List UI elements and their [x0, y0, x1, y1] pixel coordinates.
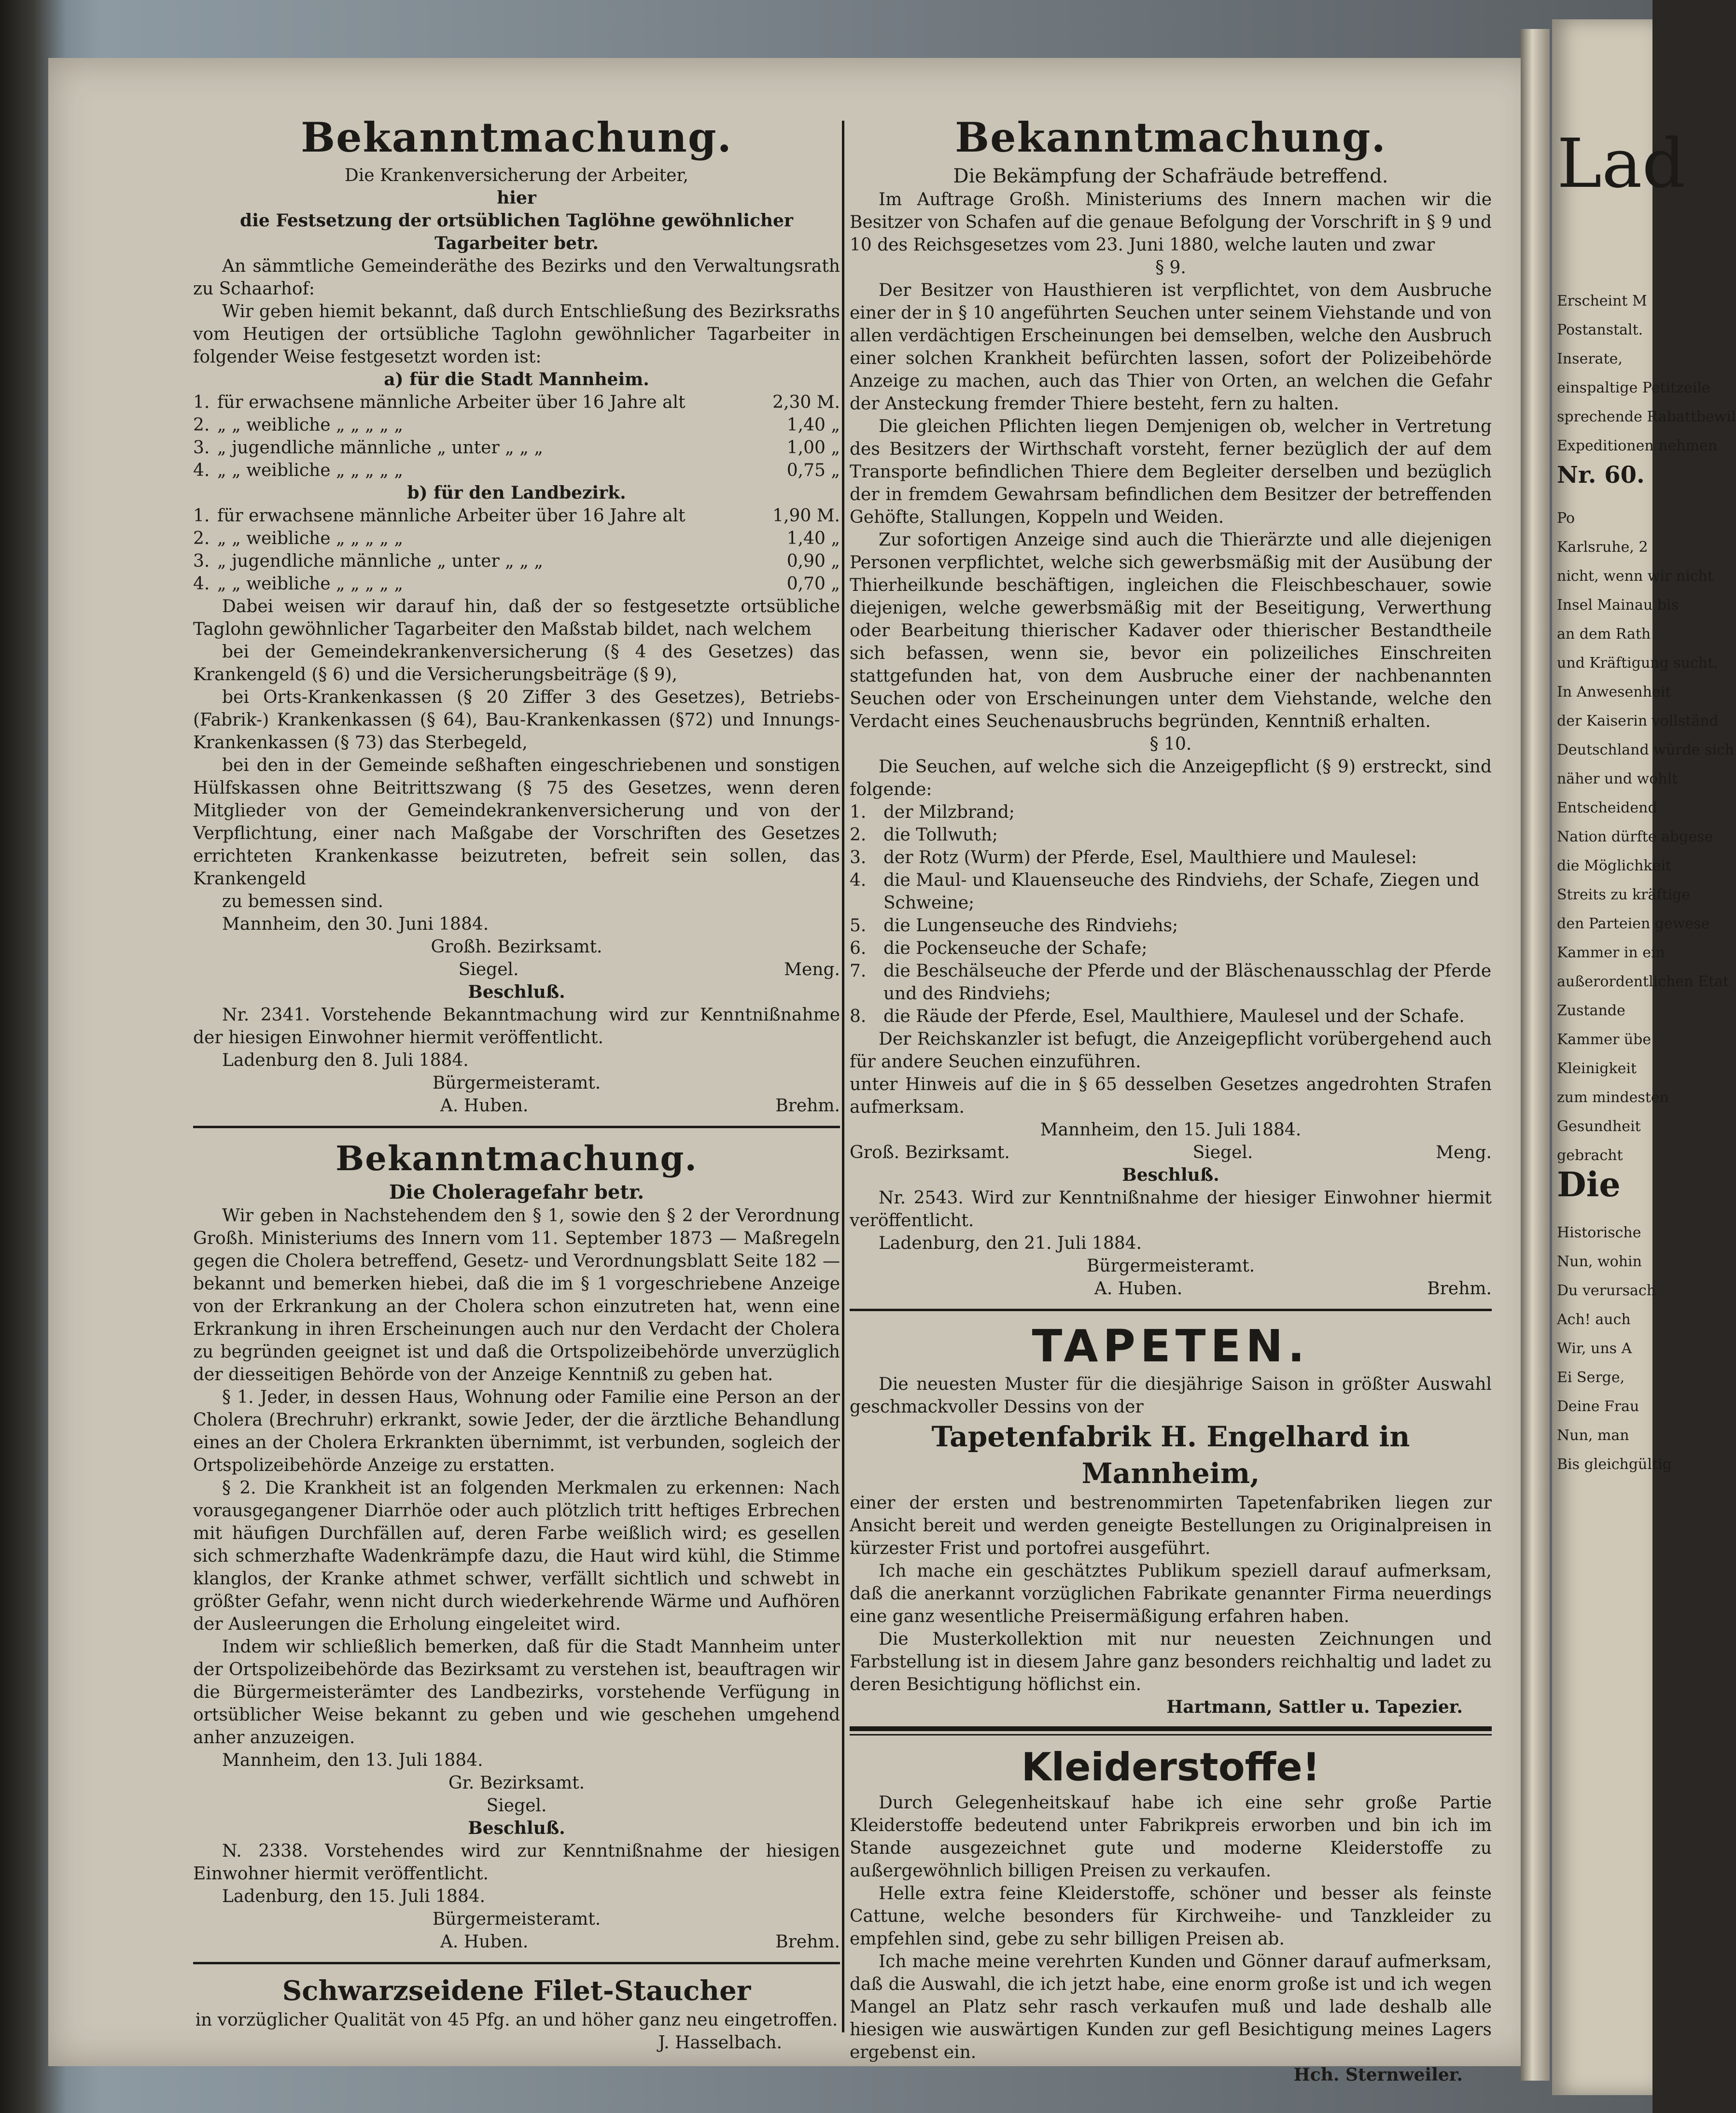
adjacent-page-line: Deutschland würde sich [1557, 742, 1735, 758]
section-number: § 9. [1155, 258, 1186, 278]
paragraph: § 2. Die Krankheit ist an folgenden Merkmalen zu erkennen: Nach vorausgegangener Diarrhöe oder auch plötzlich tritt heftiges Erbrechen mit häufigen Durchfällen auf, deren Farbe weißlich wird; es gesellen sich schmerzhafte Wadenkrämpfe dazu, die Haut wird kühl, die Stimme klanglos, der Kranke athmet schwer, verfällt sichtlich und schwebt in größter Gefahr, wenn nicht durch wiederkehrende Wärme und Aufhören der Ausleerungen die Erholung eingeleitet wird. [193, 1478, 840, 1634]
adjacent-page-line: gebracht [1557, 1147, 1623, 1164]
adjacent-page-line: Gesundheit [1557, 1118, 1641, 1135]
paragraph: bei der Gemeindekrankenversicherung (§ 4 des Gesetzes) das Krankengeld (§ 6) und die Versicherungsbeiträge (§ 9), [193, 642, 840, 685]
notice-title: Bekanntmachung. [301, 113, 732, 161]
authority: Bürgermeisteramt. [1086, 1256, 1255, 1276]
notice-date: Mannheim, den 30. Juni 1884. [222, 914, 489, 934]
notice-date: Ladenburg den 8. Juli 1884. [222, 1050, 469, 1070]
paragraph: einer der ersten und bestrenommirten Tapetenfabriken liegen zur Ansicht bereit und werden geneigte Bestellungen zu Originalpreisen in kürzester Frist und portofrei ausgeführt. [850, 1493, 1492, 1558]
page-stack-edge [1521, 29, 1550, 2081]
paragraph: Die Musterkollektion mit nur neuesten Zeichnungen und Farbstellung ist in diesem Jahre ganz besonders reichhaltig und ladet zu deren Besichtigung höflichst ein. [850, 1629, 1492, 1694]
notice-date: Ladenburg, den 21. Juli 1884. [879, 1233, 1142, 1253]
list-item: 4. die Maul- und Klauenseuche des Rindviehs, der Schafe, Ziegen und Schweine; [850, 870, 1480, 913]
ad-signature: J. Hasselbach. [658, 2033, 782, 2053]
paragraph: An sämmtliche Gemeinderäthe des Bezirks und den Verwaltungsrath zu Schaarhof: [193, 256, 840, 299]
notice-subtitle: Die Krankenversicherung der Arbeiter, [344, 166, 689, 185]
adjacent-page-line: und Kräftigung sucht. [1557, 655, 1718, 672]
wage-row: 2. „ „ weibliche „ „ „ „ „ 1,40 „ [193, 529, 840, 548]
adjacent-page-line: Ei Serge, [1557, 1369, 1625, 1386]
adjacent-page-line: Entscheidend [1557, 799, 1657, 816]
paragraph: Nr. 2543. Wird zur Kenntnißnahme der hiesiger Einwohner hiermit veröffentlicht. [850, 1188, 1492, 1231]
paragraph: Ich mache ein geschätztes Publikum speziell darauf aufmerksam, daß die anerkannt vorzüglichen Fabrikate genannter Firma neuerdings eine ganz wesentliche Preisermäßigung erfahren haben. [850, 1561, 1492, 1626]
adjacent-page-line: zum mindesten [1557, 1089, 1669, 1106]
adjacent-page-line: Deine Frau [1557, 1398, 1639, 1415]
disease-list [850, 801, 1492, 1028]
paragraph: in vorzüglicher Qualität von 45 Pfg. an und höher ganz neu eingetroffen. [195, 2010, 838, 2030]
adjacent-page-line: Kleinigkeit [1557, 1060, 1637, 1077]
paragraph: Indem wir schließlich bemerken, daß für die Stadt Mannheim unter der Ortspolizeibehörde das Bezirksamt zu verstehen ist, beauftragen wir die Bürgermeisterämter des Landbezirks, vorstehende Verfügung in ortsüblicher Weise bekannt zu geben und wie geschehen umgehend anher anzuzeigen. [193, 1637, 840, 1748]
authority: Bürgermeisteramt. [432, 1073, 601, 1093]
notice-date: Mannheim, den 15. Juli 1884. [1040, 1120, 1302, 1140]
notice-taglohn [193, 111, 840, 1117]
list-item: 1. der Milzbrand; [850, 802, 1015, 822]
adjacent-page-line: Inserate, [1557, 350, 1623, 367]
adjacent-page-line: Kammer in ein [1557, 944, 1665, 961]
wage-row: 3. „ jugendliche männliche „ unter „ „ „ 0,90 „ [193, 551, 840, 571]
adjacent-page-line: den Parteien gewese [1557, 915, 1710, 932]
notice-title: Bekanntmachung. [336, 1138, 698, 1178]
adjacent-page-line: der Kaiserin vollständ [1557, 713, 1719, 729]
paragraph: Wir geben hiemit bekannt, daß durch Entschließung des Bezirksraths vom Heutigen der ortsübliche Taglohn gewöhnlicher Tagarbeiter in folgender Weise festgesetzt worden ist: [193, 302, 840, 367]
signature-line: A. Huben. Brehm. [440, 1096, 840, 1116]
signature-line: A. Huben. Brehm. [1094, 1279, 1492, 1299]
firm-name: Tapetenfabrik H. Engelhard in Mannheim, [931, 1420, 1410, 1490]
paragraph: § 1. Jeder, in dessen Haus, Wohnung oder Familie eine Person an der Cholera (Brechruhr) erkrankt, sowie Jeder, der die ärztliche Behandlung eines an der Cholera Erkrankten übernimmt, ist verbunden, sogleich der Ortspolizeibehörde Anzeige zu erstatten. [193, 1387, 840, 1475]
section-heading: b) für den Landbezirk. [407, 483, 626, 503]
resolution-heading: Beschluß. [468, 982, 565, 1002]
signature-line: Groß. Bezirksamt. Siegel. Meng. [850, 1143, 1492, 1162]
resolution-heading: Beschluß. [1122, 1165, 1219, 1185]
notice-subtitle: die Festsetzung der ortsüblichen Taglöhne gewöhnlicher Tagarbeiter betr. [240, 210, 793, 253]
adjacent-page-line: außerordentlichen Etat [1557, 973, 1729, 990]
notice-date: Mannheim, den 13. Juli 1884. [222, 1750, 483, 1770]
wage-table-a [193, 391, 840, 482]
paragraph: Ich mache meine verehrten Kunden und Gönner darauf aufmerksam, daß die Auswahl, die ich jetzt habe, eine enorm große ist und ich wegen Mangel an Platz sehr rasch verkaufen muß und lade deshalb alle hiesigen wie auswärtigen Kunden zur gefl Besichtigung meines Lagers ergebenst ein. [850, 1952, 1492, 2062]
adjacent-page-line: Kammer übe [1557, 1031, 1652, 1048]
paragraph: Im Auftrage Großh. Ministeriums des Innern machen wir die Besitzer von Schafen auf die genaue Befolgung der Vorschrift in § 9 und 10 des Reichsgesetzes vom 23. Juni 1880, welche lauten und zwar [850, 190, 1492, 255]
paragraph: unter Hinweis auf die in § 65 desselben Gesetzes angedrohten Strafen aufmerksam. [850, 1075, 1492, 1117]
notice-subtitle: Die Bekämpfung der Schafräude betreffend. [953, 165, 1388, 187]
wage-row: 3. „ jugendliche männliche „ unter „ „ „ 1,00 „ [193, 438, 840, 458]
divider [850, 1726, 1492, 1735]
adjacent-page-line: näher und wohlt [1557, 770, 1678, 787]
signature-line: A. Huben. Brehm. [440, 1932, 840, 1952]
paragraph: Helle extra feine Kleiderstoffe, schöner und besser als feinste Cattune, welche besonders für Kirchweihe- und Tanzkleider zu empfehlen sind, gebe zu sehr billigen Preisen ab. [850, 1884, 1492, 1949]
adjacent-page-line: Du verursach [1557, 1282, 1656, 1299]
authority: Großh. Bezirksamt. [431, 937, 602, 957]
notice-cholera [193, 1137, 840, 1953]
adjacent-page-line: Zustande [1557, 1002, 1625, 1019]
column-rule [842, 121, 844, 2032]
adjacent-page-line: Bis gleichgültig [1557, 1456, 1672, 1473]
adjacent-page-line: Wir, uns A [1557, 1340, 1632, 1357]
ad-signature: Hch. Sternweiler. [1293, 2065, 1463, 2085]
ad-tapeten [850, 1320, 1492, 1719]
adjacent-page-line: nicht, wenn wir nicht [1557, 568, 1714, 585]
adjacent-page-line: Streits zu kräftige [1557, 886, 1691, 903]
adjacent-page-line: Historische [1557, 1224, 1641, 1241]
wage-row: 1. für erwachsene männliche Arbeiter über 16 Jahre alt 1,90 M. [193, 506, 840, 526]
paragraph: bei den in der Gemeinde seßhaften eingeschriebenen und sonstigen Hülfskassen ohne Beitrittszwang (§ 75 des Gesetzes, wenn deren Mitglieder von der Gemeindekrankenversicherung und von der Verpflichtung, einer nach Maßgabe der Vorschriften des Gesetzes errichteten Krankenkasse beizutreten, befreit sein sollen, das Krankengeld [193, 756, 840, 889]
authority: Gr. Bezirksamt. [448, 1773, 585, 1793]
list-item: 3. der Rotz (Wurm) der Pferde, Esel, Maulthiere und Maulesel: [850, 848, 1417, 868]
adjacent-page-line: die Möglichkeit [1557, 857, 1671, 874]
paragraph: Wir geben in Nachstehendem den § 1, sowie den § 2 der Verordnung Großh. Ministeriums des Innern vom 11. September 1873 — Maßregeln gegen die Cholera betreffend, Gesetz- und Verordnungsblatt Seite 182 — bekannt und bemerken hiebei, daß die im § 1 vorgeschriebene Anzeige von der Erkrankung an der Cholera schon einzutreten hat, wenn eine Erkrankung in ihren Erscheinungen auch nur den Verdacht der Cholera zu begründen geeignet ist und daß die Ortspolizeibehörde unverzüglich der diesseitigen Behörde von der Anzeige Kenntniß zu geben hat. [193, 1206, 840, 1385]
notice-schafraeude [850, 111, 1492, 1300]
adjacent-page-line: Erscheint M [1557, 293, 1647, 309]
list-item: 8. die Räude der Pferde, Esel, Maulthiere, Maulesel und der Schafe. [850, 1007, 1465, 1026]
wage-row: 4. „ „ weibliche „ „ „ „ „ 0,70 „ [193, 574, 840, 594]
left-column [193, 111, 840, 2054]
wage-table-b [193, 504, 840, 595]
right-column [850, 111, 1492, 2086]
adjacent-page-line: Nation dürfte abgese [1557, 828, 1713, 845]
ad-kleiderstoffe [850, 1743, 1492, 2086]
adjacent-page-line: Die [1557, 1164, 1621, 1204]
ad-title: Kleiderstoffe! [1021, 1745, 1320, 1790]
section-heading: a) für die Stadt Mannheim. [384, 369, 649, 390]
paragraph: zu bemessen sind. [222, 892, 383, 911]
adjacent-page-line: Lad [1557, 125, 1686, 203]
list-item: 2. die Tollwuth; [850, 825, 998, 845]
paragraph: Der Reichskanzler ist befugt, die Anzeigepflicht vorübergehend auch für andere Seuchen einzuführen. [850, 1029, 1492, 1072]
notice-date: Ladenburg, den 15. Juli 1884. [222, 1887, 486, 1906]
resolution-heading: Beschluß. [468, 1818, 565, 1838]
section-number: § 10. [1149, 734, 1192, 754]
paragraph: Durch Gelegenheitskauf habe ich eine sehr große Partie Kleiderstoffe bedeutend unter Fabrikpreis erworben und bin ich im Stande ausgezeichnet gute und moderne Kleiderstoffe zu außergewöhnlich billigen Preisen zu verkaufen. [850, 1793, 1492, 1881]
paragraph: bei Orts-Krankenkassen (§ 20 Ziffer 3 des Gesetzes), Betriebs-(Fabrik-) Krankenkassen (§ 64), Bau-Krankenkassen (§72) und Innungs-Krankenkassen (§ 73) das Sterbegeld, [193, 687, 840, 753]
ad-signature: Hartmann, Sattler u. Tapezier. [1166, 1697, 1463, 1717]
paragraph: Die Seuchen, auf welche sich die Anzeigepflicht (§ 9) erstreckt, sind folgende: [850, 757, 1492, 799]
seal: Siegel. [486, 1796, 547, 1816]
list-item: 5. die Lungenseuche des Rindviehs; [850, 916, 1178, 936]
list-item: 6. die Pockenseuche der Schafe; [850, 938, 1148, 958]
notice-subtitle: Die Choleragefahr betr. [389, 1181, 644, 1203]
notice-title: Bekanntmachung. [955, 113, 1386, 161]
notice-subtitle: hier [497, 188, 536, 208]
authority: Bürgermeisteramt. [432, 1909, 601, 1929]
paragraph: Zur sofortigen Anzeige sind auch die Thierärzte und alle diejenigen Personen verpflichtet, welche sich gewerbsmäßig mit der Ausübung der Thierheilkunde beschäftigen, ingleichen die Fleischbeschauer, sowie diejenigen, welche gewerbsmäßig mit der Beseitigung, Verwerthung oder Bearbeitung thierischer Kadaver oder thierischer Bestandtheile sich befassen, wenn sie, bevor ein polizeiliches Einschreiten stattgefunden hat, von dem Ausbruche einer der nachbenannten Seuchen oder von Erscheinungen unter dem Viehstande, welche den Verdacht eines Seuchenausbruchs begründen, Kenntniß erhalten. [850, 530, 1492, 731]
paragraph: Dabei weisen wir darauf hin, daß der so festgesetzte ortsübliche Taglohn gewöhnlicher Tagarbeiter den Maßstab bildet, nach welchem [193, 597, 840, 639]
wage-row: 4. „ „ weibliche „ „ „ „ „ 0,75 „ [193, 461, 840, 480]
signature-line: Siegel. Meng. [458, 960, 840, 980]
wage-row: 1. für erwachsene männliche Arbeiter über 16 Jahre alt 2,30 M. [193, 392, 840, 412]
adjacent-page-line: Nr. 60. [1557, 462, 1645, 489]
adjacent-page [1552, 19, 1736, 2095]
ad-filet-staucher [193, 1973, 840, 2054]
list-item: 7. die Beschälseuche der Pferde und der Bläschenausschlag der Pferde und des Rindviehs; [850, 961, 1492, 1004]
paragraph: Die gleichen Pflichten liegen Demjenigen ob, welcher in Vertretung des Besitzers der Wirthschaft vorsteht, ferner bezüglich der auf dem Transporte befindlichen Thiere dem Begleiter derselben und bezüglich der in fremdem Gewahrsam befindlichen dem Besitzer der betreffenden Gehöfte, Stallungen, Koppeln und Weiden. [850, 417, 1492, 527]
paragraph: Nr. 2341. Vorstehende Bekanntmachung wird zur Kenntnißnahme der hiesigen Einwohner hiermit veröffentlicht. [193, 1005, 840, 1048]
adjacent-page-line: einspaltige Petitzeile [1557, 379, 1710, 396]
adjacent-page-line: Insel Mainau bis [1557, 597, 1679, 614]
wage-row: 2. „ „ weibliche „ „ „ „ „ 1,40 „ [193, 415, 840, 435]
adjacent-page-line: Nun, man [1557, 1427, 1629, 1444]
adjacent-page-line: In Anwesenheit [1557, 684, 1671, 700]
paragraph: Der Besitzer von Hausthieren ist verpflichtet, von dem Ausbruche einer der in § 10 angeführten Seuchen unter seinem Viehstande und von allen verdächtigen Erscheinungen bei demselben, welche den Ausbruch einer solchen Krankheit befürchten lassen, sofort der Polizeibehörde Anzeige zu machen, auch das Thier von Orten, an welchen die Gefahr der Ansteckung fremder Thiere besteht, fern zu halten. [850, 280, 1492, 414]
ad-title: TAPETEN. [1032, 1320, 1310, 1372]
paragraph: Die neuesten Muster für die diesjährige Saison in größter Auswahl geschmackvoller Dessins von der [850, 1374, 1492, 1417]
adjacent-page-line: Ach! auch [1557, 1311, 1631, 1328]
adjacent-page-line: Karlsruhe, 2 [1557, 539, 1648, 556]
adjacent-page-line: Expeditionen nehmen [1557, 437, 1718, 454]
divider [850, 1309, 1492, 1311]
adjacent-page-line: an dem Rath [1557, 626, 1651, 643]
adjacent-page-line: sprechende Rabattbewil [1557, 408, 1736, 425]
ad-title: Schwarzseidene Filet-Staucher [282, 1975, 751, 2007]
adjacent-page-line: Po [1557, 510, 1575, 527]
paragraph: N. 2338. Vorstehendes wird zur Kenntnißnahme der hiesigen Einwohner hiermit veröffentlicht. [193, 1841, 840, 1884]
adjacent-page-line: Postanstalt. [1557, 322, 1643, 338]
adjacent-page-line: Nun, wohin [1557, 1253, 1642, 1270]
divider [193, 1962, 840, 1964]
divider [193, 1126, 840, 1128]
